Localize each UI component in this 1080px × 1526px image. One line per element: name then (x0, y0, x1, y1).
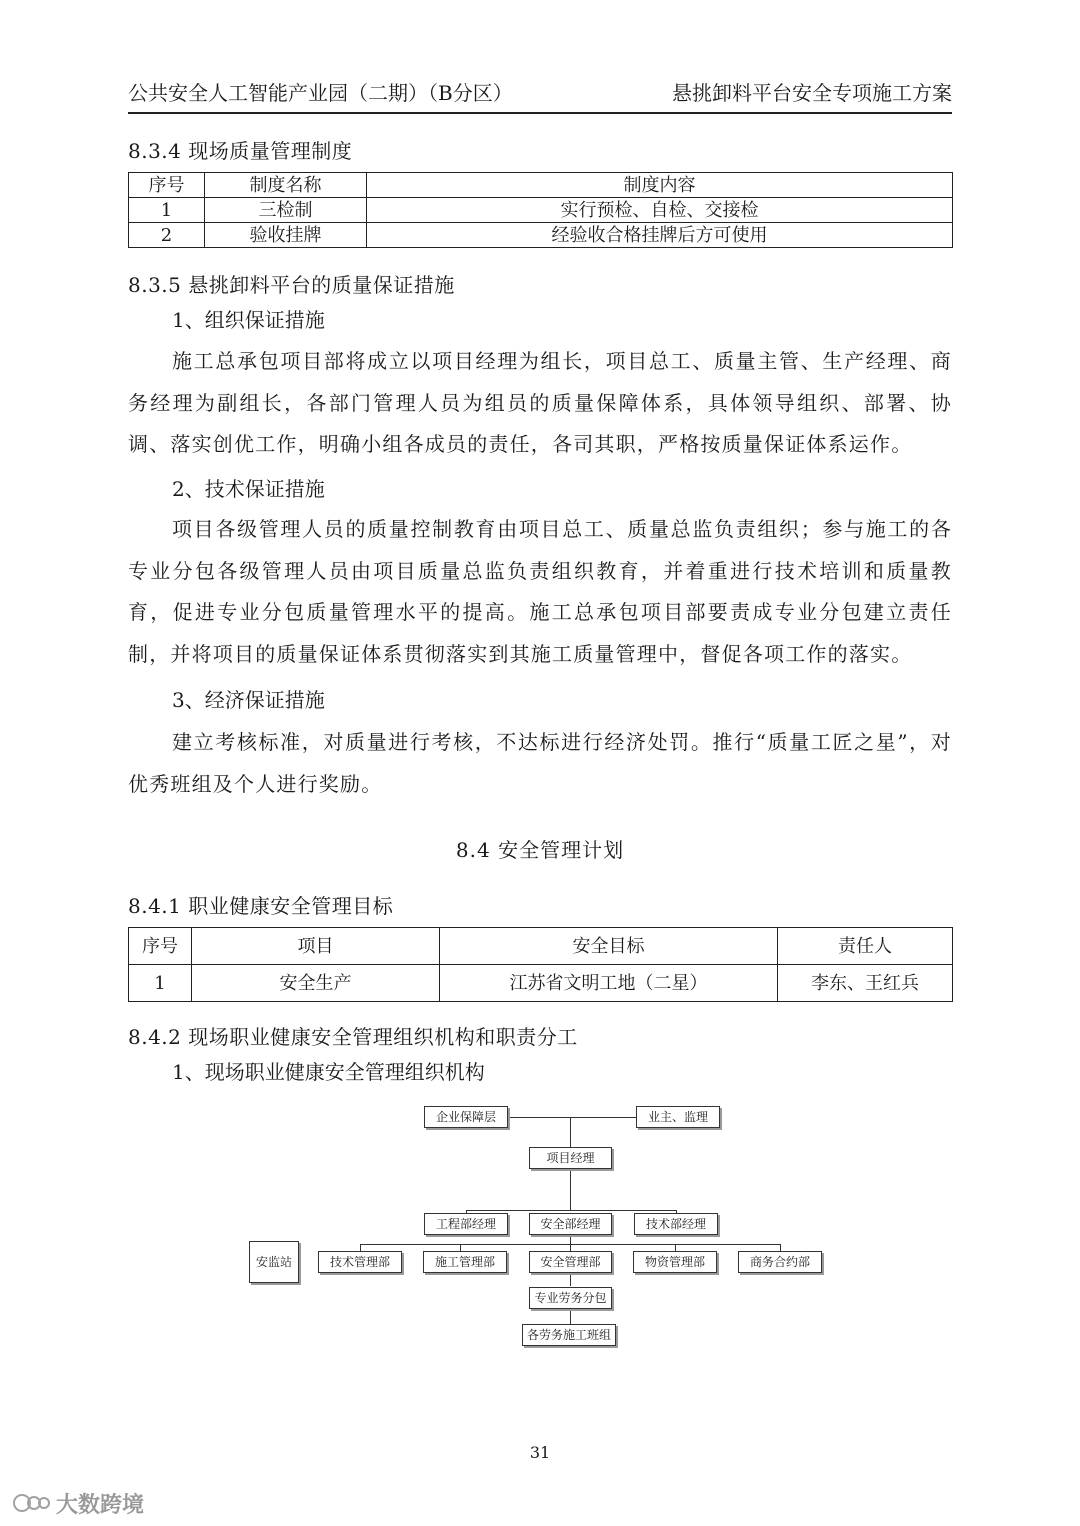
table-cell: 安全生产 (192, 965, 440, 1002)
connector-line (466, 1210, 676, 1211)
connector-line (570, 1308, 571, 1324)
org-box-tech-dept: 技术管理部 (318, 1251, 402, 1273)
header-document-title: 悬挑卸料平台安全专项施工方案 (672, 81, 952, 105)
paragraph-economic: 建立考核标准，对质量进行考核，不达标进行经济处罚。推行“质量工匠之星”，对优秀班组及个人进行奖励。 (128, 730, 952, 796)
connector-line (570, 1233, 571, 1251)
paragraph-organization: 施工总承包项目部将成立以项目经理为组长，项目总工、质量主管、生产经理、商务经理为副组长，各部门管理人员为组员的质量保障体系，具体领导组织、部署、协调、落实创优工作，明确小组各成员的责任，各司其职，严格按质量保证体系运作。 (128, 349, 952, 456)
watermark (12, 1488, 144, 1518)
page-number: 31 (529, 1443, 551, 1462)
connector-line (508, 1117, 636, 1118)
table-cell: 2 (129, 223, 205, 248)
org-box-project-manager: 项目经理 (529, 1147, 612, 1169)
org-box-owner-supervisor: 业主、监理 (636, 1106, 720, 1128)
col-header: 安全目标 (440, 928, 778, 965)
org-box-materials-dept: 物资管理部 (633, 1251, 717, 1273)
section-8-3-4-title: 8.3.4 现场质量管理制度 (128, 139, 353, 163)
connector-line (570, 1170, 571, 1210)
table-cell: 1 (129, 965, 192, 1002)
table-row (129, 223, 953, 248)
col-header: 责任人 (778, 928, 953, 965)
col-header: 序号 (129, 928, 192, 965)
table-row (129, 965, 953, 1002)
section-8-4-2-title: 8.4.2 现场职业健康安全管理组织机构和职责分工 (128, 1025, 578, 1049)
org-box-labor-subcontract: 专业劳务分包 (529, 1287, 612, 1309)
connector-line (360, 1244, 780, 1245)
section-8-4-1-title: 8.4.1 职业健康安全管理目标 (128, 894, 394, 918)
org-box-enterprise: 企业保障层 (424, 1106, 508, 1128)
section-8-3-5-title: 8.3.5 悬挑卸料平台的质量保证措施 (128, 273, 455, 297)
table-cell: 1 (129, 198, 205, 223)
table-cell: 三检制 (205, 198, 367, 223)
quality-system-table (128, 172, 953, 248)
org-box-construction-dept: 施工管理部 (423, 1251, 507, 1273)
connector-line (570, 1117, 571, 1147)
subsection-economic: 3、经济保证措施 (172, 688, 325, 712)
table-header-row (129, 928, 953, 965)
table-cell: 经验收合格挂牌后方可使用 (367, 223, 953, 248)
subsection-technical: 2、技术保证措施 (172, 477, 325, 501)
section-8-4-title: 8.4 安全管理计划 (455, 838, 625, 862)
org-box-labor-crews: 各劳务施工班组 (522, 1324, 616, 1346)
org-box-technical-manager: 技术部经理 (634, 1213, 718, 1235)
header-rule (128, 112, 952, 114)
watermark-text: 大数跨境 (56, 1492, 145, 1518)
col-header: 制度内容 (367, 173, 953, 198)
table-header-row (129, 173, 953, 198)
col-header: 项目 (192, 928, 440, 965)
header-project-name: 公共安全人工智能产业园（二期）（B分区） (128, 81, 513, 105)
table-cell: 验收挂牌 (205, 223, 367, 248)
col-header: 序号 (129, 173, 205, 198)
watermark-logo-icon (12, 1490, 52, 1516)
paragraph-technical: 项目各级管理人员的质量控制教育由项目总工、质量总监负责组织；参与施工的各专业分包各级管理人员由项目质量总监负责组织教育，并着重进行技术培训和质量教育，促进专业分包质量管理水平的提高。施工总承包项目部要责成专业分包建立责任制，并将项目的质量保证体系贯彻落实到其施工质量管理中，督促各项工作的落实。 (128, 517, 952, 666)
page-header (128, 78, 952, 112)
org-box-safety-manager: 安全部经理 (529, 1213, 612, 1235)
subsection-organization: 1、组织保证措施 (172, 308, 325, 332)
org-box-commerce-dept: 商务合约部 (738, 1251, 822, 1273)
org-box-safety-dept: 安全管理部 (529, 1251, 612, 1273)
connector-line (570, 1272, 571, 1286)
table-cell: 实行预检、自检、交接检 (367, 198, 953, 223)
table-cell: 江苏省文明工地（二星） (440, 965, 778, 1002)
table-row (129, 198, 953, 223)
col-header: 制度名称 (205, 173, 367, 198)
safety-goal-table (128, 927, 953, 1002)
subsection-org-structure: 1、现场职业健康安全管理组织机构 (172, 1060, 485, 1084)
org-box-safety-station: 安监站 (249, 1241, 299, 1283)
table-cell: 李东、王红兵 (778, 965, 953, 1002)
org-box-engineering-manager: 工程部经理 (424, 1213, 508, 1235)
